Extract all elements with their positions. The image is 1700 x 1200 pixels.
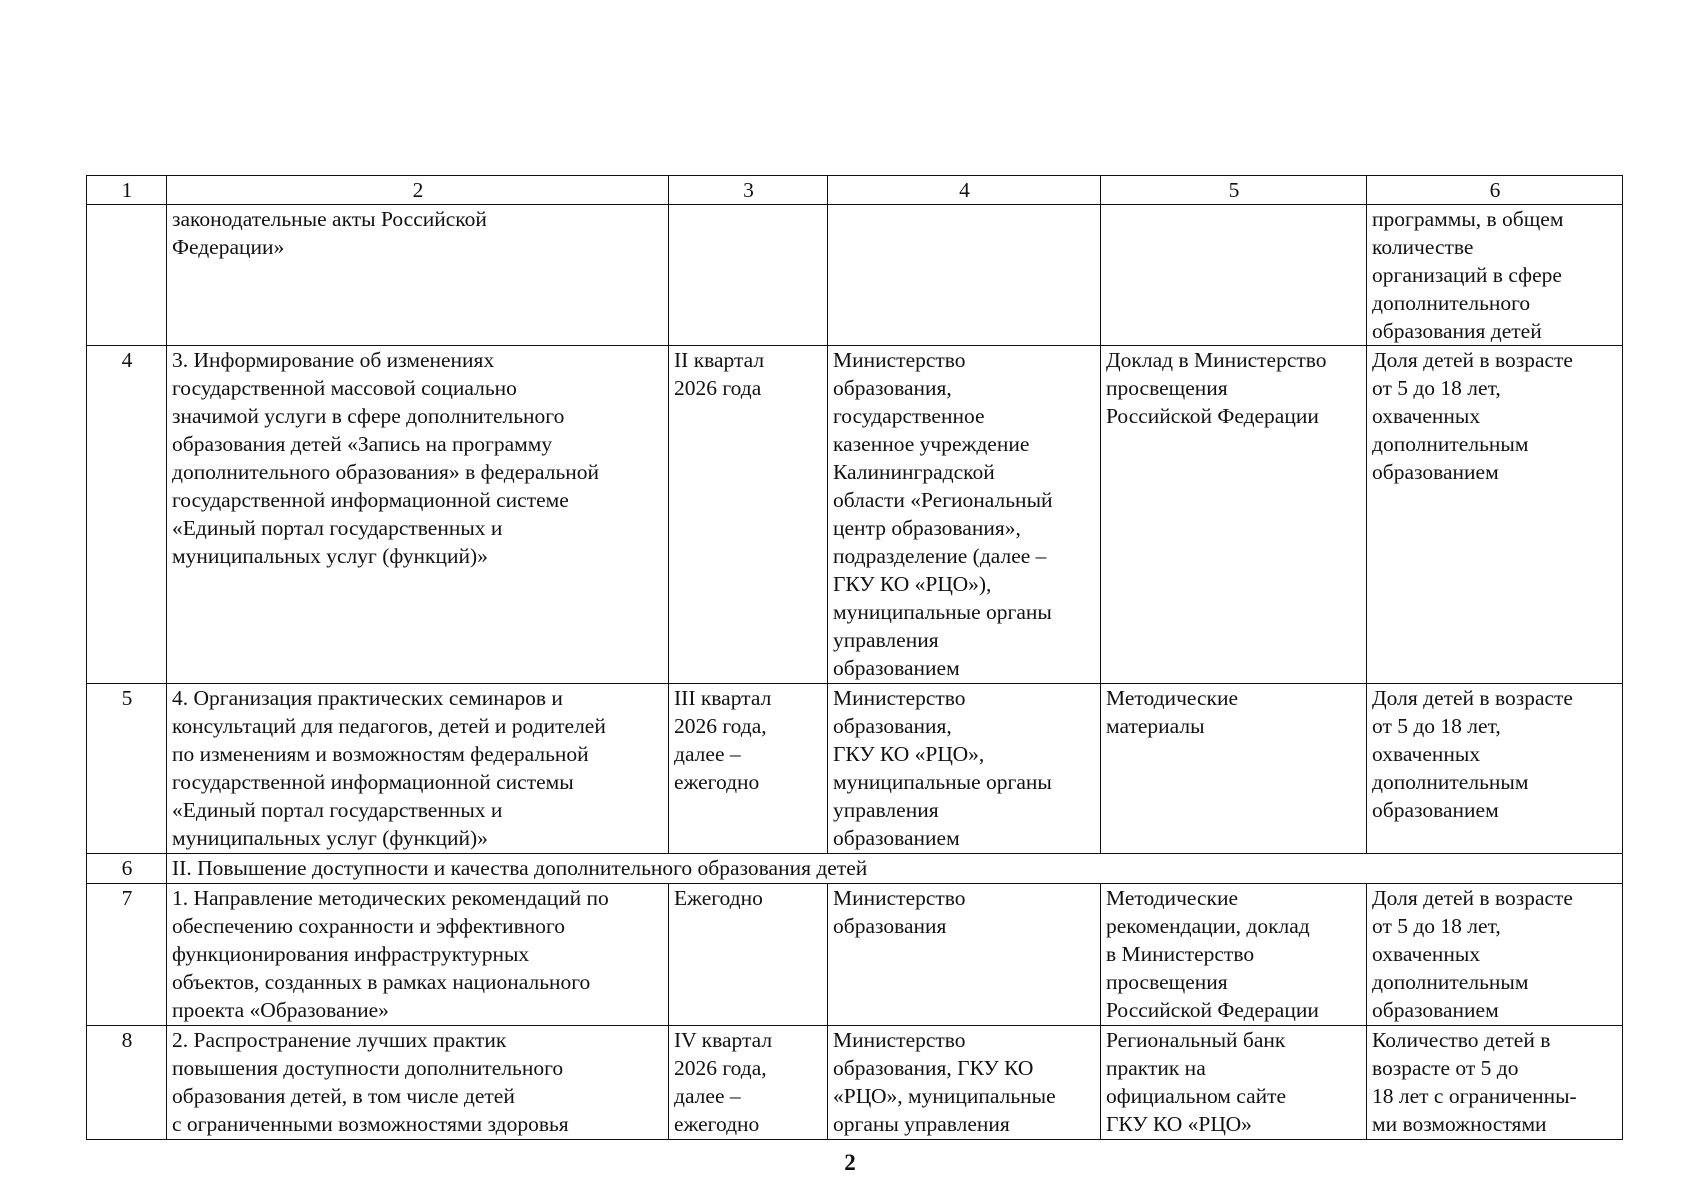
event-cell: 3. Информирование об изменениях государственной массовой социально значимой услуги в сфере дополнительного образования детей «Запись на программу дополнительного образования» в федеральной государственной информационной системе «Единый портал государственных и муниципальных услуг (функций)» xyxy=(167,346,669,684)
indicator-cell: программы, в общем количестве организаций в сфере дополнительного образования детей xyxy=(1367,205,1623,346)
header-cell-6: 6 xyxy=(1367,176,1623,205)
result-cell: Методические рекомендации, доклад в Министерство просвещения Российской Федерации xyxy=(1101,884,1367,1026)
indicator-cell: Доля детей в возрасте от 5 до 18 лет, охваченных дополнительным образованием xyxy=(1367,684,1623,854)
header-cell-2: 2 xyxy=(167,176,669,205)
indicator-cell: Доля детей в возрасте от 5 до 18 лет, охваченных дополнительным образованием xyxy=(1367,346,1623,684)
row-number: 4 xyxy=(87,346,167,684)
term-cell xyxy=(669,205,828,346)
section-title: II. Повышение доступности и качества дополнительного образования детей xyxy=(167,854,1623,884)
row-number: 6 xyxy=(87,854,167,884)
event-cell: законодательные акты Российской Федерации» xyxy=(167,205,669,346)
row-number: 8 xyxy=(87,1026,167,1140)
indicator-cell: Доля детей в возрасте от 5 до 18 лет, охваченных дополнительным образованием xyxy=(1367,884,1623,1026)
event-cell: 1. Направление методических рекомендаций по обеспечению сохранности и эффективного функционирования инфраструктурных объектов, созданных в рамках национального проекта «Образование» xyxy=(167,884,669,1026)
page-number: 2 xyxy=(844,1150,856,1175)
responsible-cell: Министерство образования, ГКУ КО «РЦО», муниципальные органы управления образованием xyxy=(828,684,1101,854)
table-row xyxy=(87,346,1623,684)
responsible-cell xyxy=(828,205,1101,346)
table-row xyxy=(87,205,1623,346)
row-number: 5 xyxy=(87,684,167,854)
table-header-row xyxy=(87,176,1623,205)
row-number: 7 xyxy=(87,884,167,1026)
term-cell: II квартал 2026 года xyxy=(669,346,828,684)
table-row xyxy=(87,1026,1623,1140)
event-cell: 2. Распространение лучших практик повышения доступности дополнительного образования детей, в том числе детей с ограниченными возможностями здоровья xyxy=(167,1026,669,1140)
term-cell: III квартал 2026 года, далее – ежегодно xyxy=(669,684,828,854)
result-cell: Методические материалы xyxy=(1101,684,1367,854)
plan-table xyxy=(86,175,1623,1140)
responsible-cell: Министерство образования xyxy=(828,884,1101,1026)
section-row xyxy=(87,854,1623,884)
indicator-cell: Количество детей в возрасте от 5 до 18 лет с ограниченны- ми возможностями xyxy=(1367,1026,1623,1140)
header-cell-3: 3 xyxy=(669,176,828,205)
row-number xyxy=(87,205,167,346)
table-row xyxy=(87,884,1623,1026)
term-cell: IV квартал 2026 года, далее – ежегодно xyxy=(669,1026,828,1140)
term-cell: Ежегодно xyxy=(669,884,828,1026)
event-cell: 4. Организация практических семинаров и консультаций для педагогов, детей и родителей по изменениям и возможностям федеральной государственной информационной системы «Единый портал государственных и муниципальных услуг (функций)» xyxy=(167,684,669,854)
result-cell: Доклад в Министерство просвещения Российской Федерации xyxy=(1101,346,1367,684)
result-cell xyxy=(1101,205,1367,346)
result-cell: Региональный банк практик на официальном сайте ГКУ КО «РЦО» xyxy=(1101,1026,1367,1140)
header-cell-4: 4 xyxy=(828,176,1101,205)
responsible-cell: Министерство образования, государственное казенное учреждение Калининградской области «Региональный центр образования», подразделение (далее – ГКУ КО «РЦО»), муниципальные органы управления образованием xyxy=(828,346,1101,684)
table-row xyxy=(87,684,1623,854)
header-cell-1: 1 xyxy=(87,176,167,205)
responsible-cell: Министерство образования, ГКУ КО «РЦО», муниципальные органы управления xyxy=(828,1026,1101,1140)
header-cell-5: 5 xyxy=(1101,176,1367,205)
